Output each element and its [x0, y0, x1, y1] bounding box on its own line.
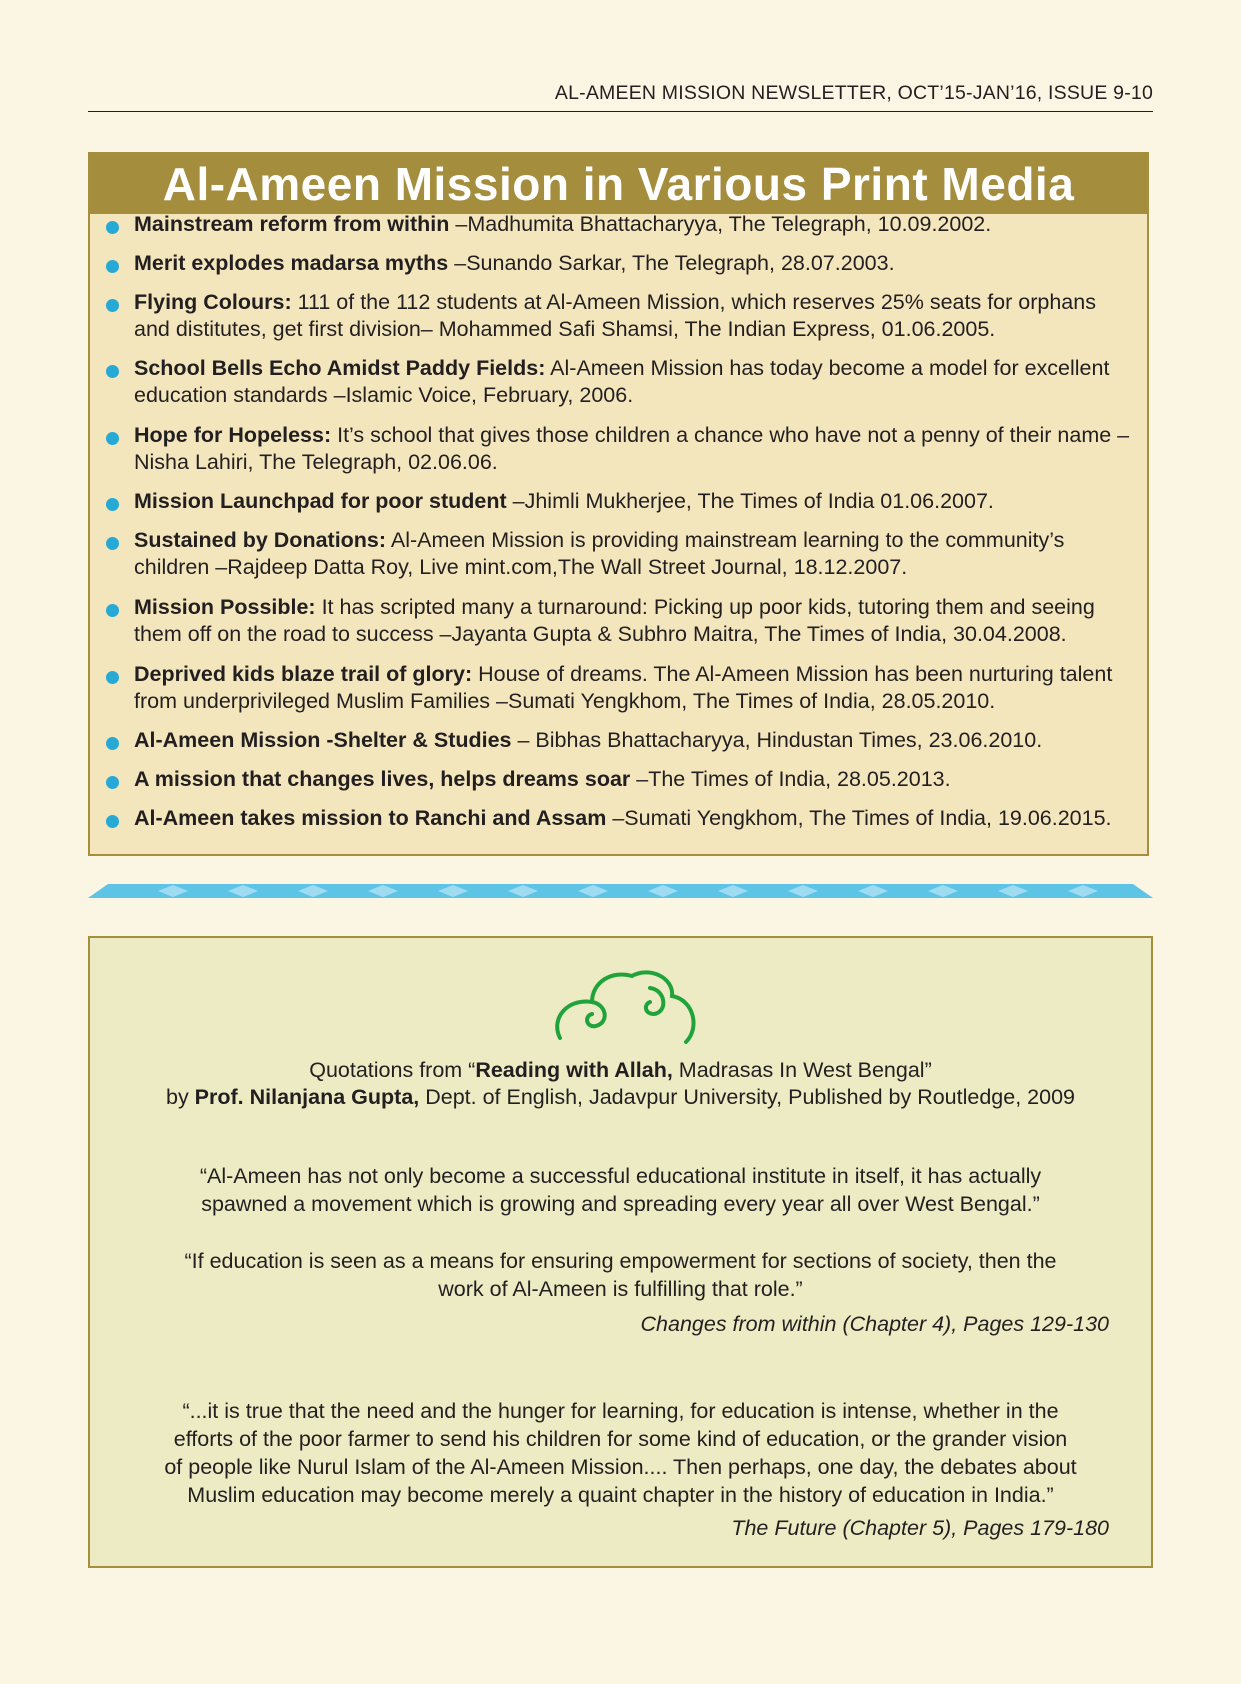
quote-2: “If education is seen as a means for ensuring empowerment for sections of society, then the work of Al-Ameen is fulfilling that role.” — [184, 1249, 1057, 1301]
list-item: Al-Ameen takes mission to Ranchi and Assam –Sumati Yengkhom, The Times of India, 19.06.2015. — [134, 805, 1134, 832]
bullet-icon — [106, 365, 119, 378]
bullet-icon — [106, 815, 119, 828]
list-item: Deprived kids blaze trail of glory: House of dreams. The Al-Ameen Mission has been nurturing talent from underprivileged Muslim Families –Sumati Yengkhom, The Times of India, 28.05.2010. — [134, 661, 1134, 715]
quote-3: “...it is true that the need and the hunger for learning, for education is intense, whether in the efforts of the poor farmer to send his children for some kind of education, or the grander vision of people like Nurul Islam of the Al-Ameen Mission.... Then perhaps, one day, the debates about Muslim education may become merely a quaint chapter in the history of education in India.” — [164, 1399, 1077, 1507]
bullet-icon — [106, 737, 119, 750]
citation-2: The Future (Chapter 5), Pages 179-180 — [731, 1516, 1109, 1540]
list-item: Al-Ameen Mission -Shelter & Studies – Bibhas Bhattacharyya, Hindustan Times, 23.06.2010. — [134, 727, 1134, 754]
list-item: Merit explodes madarsa myths –Sunando Sarkar, The Telegraph, 28.07.2003. — [134, 250, 1134, 277]
swirl-ornament-icon — [550, 960, 700, 1052]
bullet-icon — [106, 299, 119, 312]
print-media-box — [88, 152, 1149, 856]
bullet-icon — [106, 537, 119, 550]
list-item: Mainstream reform from within –Madhumita Bhattacharyya, The Telegraph, 10.09.2002. — [134, 211, 1134, 238]
quotations-box — [88, 936, 1153, 1568]
bullet-icon — [106, 432, 119, 445]
newsletter-header: AL-AMEEN MISSION NEWSLETTER, OCT’15-JAN’16, ISSUE 9-10 — [88, 82, 1153, 112]
list-item: School Bells Echo Amidst Paddy Fields: Al-Ameen Mission has today become a model for excellent education standards –Islamic Voice, February, 2006. — [134, 355, 1134, 409]
list-item: Mission Possible: It has scripted many a turnaround: Picking up poor kids, tutoring them and seeing them off on the road to success –Jayanta Gupta & Subhro Maitra, The Times of India, 30.04.2008. — [134, 594, 1134, 648]
bullet-icon — [106, 221, 119, 234]
book-title: Reading with Allah, — [475, 1058, 673, 1082]
citation-1: Changes from within (Chapter 4), Pages 129-130 — [640, 1312, 1109, 1336]
list-item: Flying Colours: 111 of the 112 students at Al-Ameen Mission, which reserves 25% seats for orphans and distitutes, get first division– Mohammed Safi Shamsi, The Indian Express, 01.06.2005. — [134, 289, 1134, 343]
list-item: Hope for Hopeless: It’s school that gives those children a chance who have not a penny of their name –Nisha Lahiri, The Telegraph, 02.06.06. — [134, 422, 1134, 476]
author-name: Prof. Nilanjana Gupta, — [194, 1085, 420, 1109]
quotation-source-line2: by Prof. Nilanjana Gupta, Dept. of English, Jadavpur University, Published by Routledge, 2009 — [165, 1085, 1075, 1109]
bullet-icon — [106, 260, 119, 273]
print-media-title: Al-Ameen Mission in Various Print Media — [90, 154, 1147, 214]
quotation-source-line1: Quotations from “Reading with Allah, Madrasas In West Bengal” — [309, 1058, 932, 1082]
quote-1: “Al-Ameen has not only become a successful educational institute in itself, it has actually spawned a movement which is growing and spreading every year all over West Bengal.” — [199, 1164, 1042, 1216]
bullet-icon — [106, 671, 119, 684]
list-item: Mission Launchpad for poor student –Jhimli Mukherjee, The Times of India 01.06.2007. — [134, 488, 1134, 515]
bullet-icon — [106, 604, 119, 617]
diamond-divider-icon — [88, 880, 1153, 902]
bullet-icon — [106, 776, 119, 789]
list-item: A mission that changes lives, helps dreams soar –The Times of India, 28.05.2013. — [134, 766, 1134, 793]
list-item: Sustained by Donations: Al-Ameen Mission is providing mainstream learning to the community’s children –Rajdeep Datta Roy, Live mint.com,The Wall Street Journal, 18.12.2007. — [134, 527, 1134, 581]
bullet-icon — [106, 498, 119, 511]
